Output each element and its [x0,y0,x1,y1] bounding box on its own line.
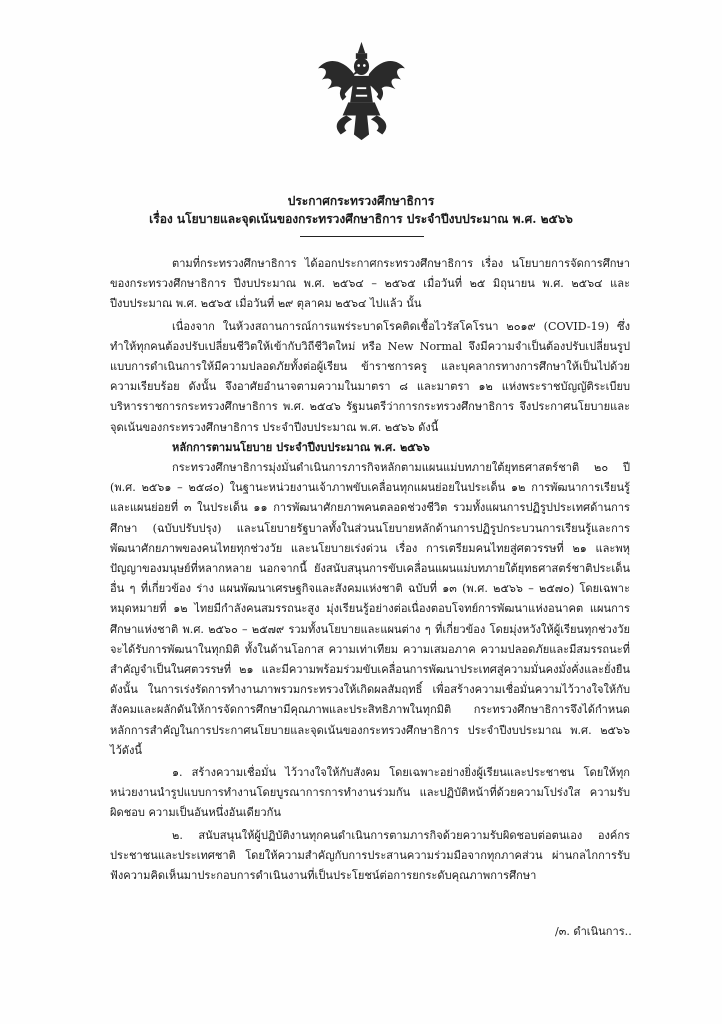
continuation-marker: /๓. ดำเนินการ.. [555,925,632,938]
paragraph-1: ตามที่กระทรวงศึกษาธิการ ได้ออกประกาศกระทรวงศึกษาธิการ เรื่อง นโยบายการจัดการศึกษาของกระทรวงศึกษาธิการ ปีงบประมาณ พ.ศ. ๒๕๖๔ – ๒๕๖๕ เมื่อวันที่ ๒๕ มิถุนายน พ.ศ. ๒๕๖๔ และปีงบประมาณ พ.ศ. ๒๕๖๕ เมื่อวันที่ ๒๙ ตุลาคม ๒๕๖๔ ไปแล้ว นั้น [110,257,630,311]
announcement-title: ประกาศกระทรวงศึกษาธิการ [287,194,435,208]
announcement-subject: เรื่อง นโยบายและจุดเน้นของกระทรวงศึกษาธิการ ประจำปีงบประมาณ พ.ศ. ๒๕๖๖ [149,212,573,226]
document-body [110,254,630,886]
garuda-emblem-icon [314,40,409,142]
paragraph-3: กระทรวงศึกษาธิการมุ่งมั่นดำเนินการภารกิจหลักตามแผนแม่บทภายใต้ยุทธศาสตร์ชาติ ๒๐ ปี (พ.ศ. ๒๕๖๑ – ๒๕๘๐) ในฐานะหน่วยงานเจ้าภาพขับเคลื่อนทุกแผนย่อยในประเด็น ๑๒ การพัฒนาการเรียนรู้ และแผนย่อยที่ ๓ ในประเด็น ๑๑ การพัฒนาศักยภาพคนตลอดช่วงชีวิต รวมทั้งแผนการปฏิรูปประเทศด้านการศึกษา (ฉบับปรับปรุง) และนโยบายรัฐบาลทั้งในส่วนนโยบายหลักด้านการปฏิรูปกระบวนการเรียนรู้และการพัฒนาศักยภาพของคนไทยทุกช่วงวัย และนโยบายเร่งด่วน เรื่อง การเตรียมคนไทยสู่ศตวรรษที่ ๒๑ และพหุปัญญาของมนุษย์ที่หลากหลาย นอกจากนี้ ยังสนับสนุนการขับเคลื่อนแผนแม่บทภายใต้ยุทธศาสตร์ชาติประเด็นอื่น ๆ ที่เกี่ยวข้อง ร่าง แผนพัฒนาเศรษฐกิจและสังคมแห่งชาติ ฉบับที่ ๑๓ (พ.ศ. ๒๕๖๖ – ๒๕๗๐) โดยเฉพาะหมุดหมายที่ ๑๒ ไทยมีกำลังคนสมรรถนะสูง มุ่งเรียนรู้อย่างต่อเนื่องตอบโจทย์การพัฒนาแห่งอนาคต แผนการศึกษาแห่งชาติ พ.ศ. ๒๕๖๐ – ๒๕๗๙ รวมทั้งนโยบายและแผนต่าง ๆ ที่เกี่ยวข้อง โดยมุ่งหวังให้ผู้เรียนทุกช่วงวัยจะได้รับการพัฒนาในทุกมิติ ทั้งในด้านโอกาส ความเท่าเทียม ความเสมอภาค ความปลอดภัยและมีสมรรถนะที่สำคัญจำเป็นในศตวรรษที่ ๒๑ และมีความพร้อมร่วมขับเคลื่อนการพัฒนาประเทศสู่ความมั่นคงมั่งคั่งและยั่งยืน ดังนั้น ในการเร่งรัดการทำงานภาพรวมกระทรวงให้เกิดผลสัมฤทธิ์ เพื่อสร้างความเชื่อมั่นความไว้วางใจให้กับสังคมและผลักดันให้การจัดการศึกษามีคุณภาพและประสิทธิภาพในทุกมิติ กระทรวงศึกษาธิการจึงได้กำหนดหลักการสำคัญในการประกาศนโยบายและจุดเน้นของกระทรวงศึกษาธิการ ประจำปีงบประมาณ พ.ศ. ๒๕๖๖ ไว้ดังนี้ [110,461,630,757]
header-divider [300,236,424,237]
document-header [0,192,722,228]
section-heading: หลักการตามนโยบาย ประจำปีงบประมาณ พ.ศ. ๒๕๖๖ [172,440,430,454]
paragraph-2: เนื่องจาก ในห้วงสถานการณ์การแพร่ระบาดโรคติดเชื้อไวรัสโคโรนา ๒๐๑๙ (COVID-19) ซึ่งทำให้ทุกคนต้องปรับเปลี่ยนชีวิตให้เข้ากับวิถีชีวิตใหม่ หรือ New Normal จึงมีความจำเป็นต้องปรับเปลี่ยนรูปแบบการดำเนินการให้มีความปลอดภัยทั้งต่อผู้เรียน ข้าราชการครู และบุคลากรทางการศึกษาให้เป็นไปด้วยความเรียบร้อย ดังนั้น จึงอาศัยอำนาจตามความในมาตรา ๘ และมาตรา ๑๒ แห่งพระราชบัญญัติระเบียบบริหารราชการกระทรวงศึกษาธิการ พ.ศ. ๒๕๔๖ รัฐมนตรีว่าการกระทรวงศึกษาธิการ จึงประกาศนโยบายและจุดเน้นของกระทรวงศึกษาธิการ ประจำปีงบประมาณ พ.ศ. ๒๕๖๖ ดังนี้ [110,319,630,434]
policy-item-1: ๑. สร้างความเชื่อมั่น ไว้วางใจให้กับสังคม โดยเฉพาะอย่างยิ่งผู้เรียนและประชาชน โดยให้ทุกหน่วยงานนำรูปแบบการทำงานโดยบูรณาการการทำงานร่วมกัน และปฏิบัติหน้าที่ด้วยความโปร่งใส ความรับผิดชอบ ความเป็นอันหนึ่งอันเดียวกัน [110,766,630,820]
policy-item-2: ๒. สนับสนุนให้ผู้ปฏิบัติงานทุกคนดำเนินการตามภารกิจด้วยความรับผิดชอบต่อตนเอง องค์กร ประชาชนและประเทศชาติ โดยให้ความสำคัญกับการประสานความร่วมมือจากทุกภาคส่วน ผ่านกลไกการรับฟังความคิดเห็นมาประกอบการดำเนินงานที่เป็นประโยชน์ต่อการยกระดับคุณภาพการศึกษา [110,828,630,883]
